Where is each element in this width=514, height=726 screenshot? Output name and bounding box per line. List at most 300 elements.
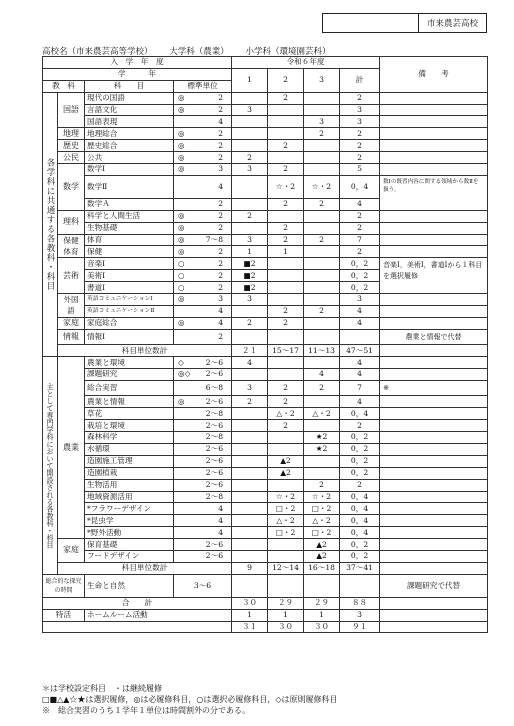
requirement-mark: ◎ bbox=[178, 152, 185, 162]
units-value: 3 bbox=[218, 164, 224, 174]
units-value: 2 bbox=[218, 258, 224, 268]
header-row-year bbox=[43, 57, 488, 69]
grade-1-units: 1 bbox=[232, 246, 268, 258]
table-row bbox=[43, 140, 488, 152]
subject-name: 国語表現 bbox=[85, 116, 174, 128]
table-row bbox=[43, 294, 488, 306]
remark bbox=[380, 210, 488, 222]
grade-1-units bbox=[232, 432, 268, 444]
grade-3-units bbox=[304, 455, 340, 467]
total-units: 0，2 bbox=[340, 539, 380, 551]
footnote-3: ※ 総合実習のうち１学年１単位は時間割外の分である。 bbox=[42, 706, 250, 715]
subject-name: 公共 bbox=[85, 152, 174, 164]
requirement-mark: ◎ bbox=[178, 223, 185, 233]
total-units: 4 bbox=[340, 305, 380, 317]
standard-units bbox=[174, 396, 232, 408]
units-value: 2～8 bbox=[205, 408, 224, 418]
units-value: 2 bbox=[218, 105, 224, 114]
subject-name: 課題研究 bbox=[85, 368, 174, 380]
remark bbox=[380, 152, 488, 164]
grade-1-units: 2 bbox=[232, 210, 268, 222]
table-row bbox=[43, 92, 488, 104]
total-units: 0，4 bbox=[340, 491, 380, 503]
grade-3-units bbox=[304, 420, 340, 432]
grade-1-units bbox=[232, 305, 268, 317]
subject-area: 理科 bbox=[58, 210, 85, 234]
grade-2-units bbox=[268, 539, 304, 551]
subject-name: 保健 bbox=[85, 246, 174, 258]
grade-3-units bbox=[304, 396, 340, 408]
table-row bbox=[43, 420, 488, 432]
grade-1-units: ３０ bbox=[232, 597, 268, 609]
total-units bbox=[340, 574, 380, 597]
table-row bbox=[43, 164, 488, 176]
requirement-mark: ○ bbox=[178, 258, 185, 268]
remark bbox=[380, 368, 488, 380]
total-units: 2 bbox=[340, 128, 380, 140]
grade-1-units: 3 bbox=[232, 294, 268, 306]
total-header: 計 bbox=[340, 68, 380, 92]
grade-2-units: 2 bbox=[268, 164, 304, 176]
grade-2-units bbox=[268, 116, 304, 128]
table-row bbox=[43, 539, 488, 551]
subtotal-row bbox=[43, 345, 488, 357]
standard-units bbox=[174, 246, 232, 258]
grade-1-units: 3 bbox=[232, 234, 268, 246]
requirement-mark: ◎◇ bbox=[178, 369, 191, 379]
grade-3-units: 11～13 bbox=[304, 345, 340, 357]
subject-name: 数学Ⅰ bbox=[85, 164, 174, 176]
grade-3-units bbox=[304, 317, 340, 329]
grade-3-units: ☆・2 bbox=[304, 491, 340, 503]
table-row bbox=[43, 467, 488, 479]
remark bbox=[380, 305, 488, 317]
grade-2-units: 2 bbox=[268, 222, 304, 234]
standard-units bbox=[174, 128, 232, 140]
subject-name: 森林科学 bbox=[85, 432, 174, 444]
total-units: 2 bbox=[340, 140, 380, 152]
standard-units bbox=[174, 116, 232, 128]
remark-mark: ※ bbox=[380, 380, 488, 396]
remark bbox=[380, 479, 488, 491]
grade-3-units: 2 bbox=[304, 380, 340, 396]
grade-2-units: 2 bbox=[268, 140, 304, 152]
grade-3-units bbox=[304, 357, 340, 369]
total-units: 0，2 bbox=[340, 467, 380, 479]
total-units: 2 bbox=[340, 246, 380, 258]
grade-3-units bbox=[304, 294, 340, 306]
grade-1-units: ２１ bbox=[232, 345, 268, 357]
subject-header: 科 目 bbox=[85, 80, 174, 92]
grade-1-units: ■2 bbox=[232, 258, 268, 270]
subject-area: 数学 bbox=[58, 164, 85, 211]
grade-1-units: 2 bbox=[232, 317, 268, 329]
grand-total-label: 合 計 bbox=[43, 597, 232, 609]
subject-name: 言語文化 bbox=[85, 104, 174, 116]
grade-2-units bbox=[268, 368, 304, 380]
units-value: 2～6 bbox=[205, 396, 224, 406]
table-row bbox=[43, 380, 488, 396]
subject-name: *昆虫学 bbox=[85, 515, 174, 527]
grade-3-units bbox=[304, 92, 340, 104]
subject-name: 生物活用 bbox=[85, 479, 174, 491]
table-row bbox=[43, 104, 488, 116]
grade-3-units: ★2 bbox=[304, 432, 340, 444]
grade-2-units bbox=[268, 329, 304, 345]
subject-area: 農業 bbox=[58, 357, 85, 539]
units-value: 7～8 bbox=[205, 235, 224, 245]
grade-2-units: 2 bbox=[268, 198, 304, 210]
grade-3-units bbox=[304, 140, 340, 152]
table-row bbox=[43, 491, 488, 503]
standard-units bbox=[174, 175, 232, 198]
subject-name: 水循環 bbox=[85, 443, 174, 455]
standard-units bbox=[174, 294, 232, 306]
remark bbox=[380, 345, 488, 357]
total-units: 0，2 bbox=[340, 432, 380, 444]
grade-2-units: 2 bbox=[268, 396, 304, 408]
standard-units bbox=[174, 357, 232, 369]
subject-area: 芸術 bbox=[58, 258, 85, 294]
grade-2-units: ☆・2 bbox=[268, 491, 304, 503]
common-section-label bbox=[43, 92, 58, 356]
total-units: 0，2 bbox=[340, 270, 380, 282]
standard-units bbox=[174, 329, 232, 345]
grade-3-units: ☆・2 bbox=[304, 175, 340, 198]
grade-3-units bbox=[304, 222, 340, 234]
standard-units bbox=[174, 455, 232, 467]
requirement-mark: ◎ bbox=[178, 128, 185, 138]
remark bbox=[380, 527, 488, 539]
grade-2-units: △・2 bbox=[268, 408, 304, 420]
school-name: 市来農芸高校 bbox=[426, 19, 478, 29]
table-row bbox=[43, 396, 488, 408]
inquiry-subject: 生命と自然 bbox=[85, 574, 174, 597]
subject-name: 草花 bbox=[85, 408, 174, 420]
remark bbox=[380, 234, 488, 246]
units-value: 2 bbox=[218, 152, 224, 162]
grade-1-units: 4 bbox=[232, 357, 268, 369]
total-units: 2 bbox=[340, 479, 380, 491]
total-units: 3 bbox=[340, 294, 380, 306]
table-row bbox=[43, 550, 488, 562]
standard-units bbox=[174, 210, 232, 222]
table-row bbox=[43, 210, 488, 222]
grade-1-units bbox=[232, 408, 268, 420]
remark bbox=[380, 562, 488, 574]
remark bbox=[380, 597, 488, 609]
remark bbox=[380, 128, 488, 140]
all-total-label bbox=[43, 621, 232, 633]
grade-2-units: 2 bbox=[268, 305, 304, 317]
remark bbox=[380, 443, 488, 455]
remark bbox=[380, 317, 488, 329]
enrollment-year-value: 令和６年度 bbox=[232, 57, 380, 69]
units-value: 2～8 bbox=[205, 432, 224, 442]
grade-2-units bbox=[268, 432, 304, 444]
grade-1-units bbox=[232, 527, 268, 539]
requirement-mark: ◎ bbox=[178, 318, 185, 328]
remark bbox=[380, 420, 488, 432]
table-row bbox=[43, 305, 488, 317]
table-row bbox=[43, 116, 488, 128]
table-row bbox=[43, 317, 488, 329]
units-value: 2 bbox=[218, 93, 224, 103]
grade-2-units: ▲2 bbox=[268, 467, 304, 479]
remark: 数Ⅰの既習内容に関する領域から数Ⅱを扱う。 bbox=[380, 175, 488, 210]
subject-name: 数学Ａ bbox=[85, 198, 174, 210]
remark bbox=[380, 503, 488, 515]
category-header: 教 科 bbox=[43, 80, 85, 92]
grade-2-header: 2 bbox=[268, 68, 304, 92]
standard-units bbox=[174, 282, 232, 294]
grade-1-units bbox=[232, 491, 268, 503]
grade-2-units: 2 bbox=[268, 92, 304, 104]
grade-1-units bbox=[232, 539, 268, 551]
total-units: 4 bbox=[340, 357, 380, 369]
table-row bbox=[43, 329, 488, 345]
subject-name: 現代の国語 bbox=[85, 92, 174, 104]
table-row bbox=[43, 222, 488, 234]
total-units: 2 bbox=[340, 152, 380, 164]
standard-units bbox=[174, 550, 232, 562]
grade-1-units bbox=[232, 574, 268, 597]
total-units: 2 bbox=[340, 210, 380, 222]
grade-2-units: □・2 bbox=[268, 527, 304, 539]
special-activity-subject: ホームルーム活動 bbox=[85, 609, 232, 621]
grade-2-units: 2 bbox=[268, 234, 304, 246]
subject-area: 国語 bbox=[58, 92, 85, 128]
units-value: 4 bbox=[218, 306, 224, 316]
subject-name: 造園施工管理 bbox=[85, 455, 174, 467]
grade-3-units: □・2 bbox=[304, 503, 340, 515]
units-value: 2～6 bbox=[205, 539, 224, 549]
units-value: 2～6 bbox=[205, 468, 224, 478]
remark bbox=[380, 116, 488, 128]
total-units bbox=[340, 329, 380, 345]
units-value: 2 bbox=[218, 331, 224, 341]
grade-3-units bbox=[304, 467, 340, 479]
inquiry-units: 3～6 bbox=[174, 574, 232, 597]
remark bbox=[380, 164, 488, 176]
grade-2-units: ３０ bbox=[268, 621, 304, 633]
grade-1-units bbox=[232, 198, 268, 210]
grade-2-units: 1 bbox=[268, 609, 304, 621]
subject-name: 保育基礎 bbox=[85, 539, 174, 551]
grade-2-units bbox=[268, 104, 304, 116]
grade-1-units bbox=[232, 515, 268, 527]
requirement-mark: ◇ bbox=[178, 357, 184, 367]
school-box-blank bbox=[323, 14, 419, 32]
grade-2-units bbox=[268, 574, 304, 597]
inquiry-row bbox=[43, 574, 488, 597]
total-units: 0，2 bbox=[340, 443, 380, 455]
remark bbox=[380, 396, 488, 408]
total-units: 0，2 bbox=[340, 550, 380, 562]
units-value: 2～6 bbox=[205, 420, 224, 430]
grade-3-units bbox=[304, 210, 340, 222]
standard-units bbox=[174, 270, 232, 282]
total-units: 0，4 bbox=[340, 175, 380, 198]
grade-1-units: ３１ bbox=[232, 621, 268, 633]
grade-2-units: 12～14 bbox=[268, 562, 304, 574]
table-row bbox=[43, 246, 488, 258]
standard-units bbox=[174, 92, 232, 104]
grade-3-units: 2 bbox=[304, 128, 340, 140]
grade-3-header: 3 bbox=[304, 68, 340, 92]
remark bbox=[380, 92, 488, 104]
grade-3-units: 3 bbox=[304, 116, 340, 128]
remark: 音楽Ⅰ，美術Ⅰ，書道Ⅰから１科目を選択履修 bbox=[380, 258, 488, 294]
units-value: 2～6 bbox=[205, 369, 224, 379]
standard-units bbox=[174, 222, 232, 234]
standard-units bbox=[174, 527, 232, 539]
grade-3-units: 2 bbox=[304, 305, 340, 317]
grade-2-units bbox=[268, 152, 304, 164]
remark bbox=[380, 455, 488, 467]
grade-3-units: △・2 bbox=[304, 408, 340, 420]
standard-units bbox=[174, 152, 232, 164]
units-value: 4 bbox=[218, 181, 224, 191]
grade-1-units bbox=[232, 479, 268, 491]
total-units: 2 bbox=[340, 420, 380, 432]
school-name-box bbox=[322, 13, 487, 33]
requirement-mark: ◎ bbox=[178, 140, 185, 150]
table-row bbox=[43, 357, 488, 369]
special-section-label bbox=[43, 357, 58, 575]
standard-units bbox=[174, 467, 232, 479]
subject-area: 公民 bbox=[58, 152, 85, 164]
table-row bbox=[43, 455, 488, 467]
remark bbox=[380, 104, 488, 116]
subject-name: *フラワーデザイン bbox=[85, 503, 174, 515]
table-row bbox=[43, 258, 488, 270]
remark bbox=[380, 432, 488, 444]
units-value: 3 bbox=[218, 294, 224, 304]
grade-2-units bbox=[268, 258, 304, 270]
remark bbox=[380, 515, 488, 527]
requirement-mark: ◎ bbox=[178, 164, 185, 174]
table-row bbox=[43, 515, 488, 527]
remark bbox=[380, 294, 488, 306]
grade-1-units bbox=[232, 443, 268, 455]
units-value: 2～6 bbox=[205, 480, 224, 490]
total-units: 0，2 bbox=[340, 282, 380, 294]
standard-units bbox=[174, 539, 232, 551]
table-row bbox=[43, 479, 488, 491]
grade-1-units bbox=[232, 455, 268, 467]
grade-2-units bbox=[268, 282, 304, 294]
subject-area: 地理 bbox=[58, 128, 85, 140]
grade-1-units bbox=[232, 92, 268, 104]
standard-units bbox=[174, 258, 232, 270]
standard-units bbox=[174, 420, 232, 432]
requirement-mark: ◎ bbox=[178, 396, 185, 406]
grade-2-units: 2 bbox=[268, 317, 304, 329]
grade-3-units: △・2 bbox=[304, 515, 340, 527]
grade-1-units: ■2 bbox=[232, 282, 268, 294]
grade-3-units bbox=[304, 282, 340, 294]
units-value: 2 bbox=[218, 270, 224, 280]
grade-2-units bbox=[268, 550, 304, 562]
grade-3-units: □・2 bbox=[304, 527, 340, 539]
subject-name: 体育 bbox=[85, 234, 174, 246]
subject-area: 情報 bbox=[58, 329, 85, 345]
remark bbox=[380, 467, 488, 479]
standard-units bbox=[174, 317, 232, 329]
remark bbox=[380, 140, 488, 152]
total-units: 4 bbox=[340, 396, 380, 408]
requirement-mark: ◎ bbox=[178, 211, 185, 221]
subtotal-row bbox=[43, 562, 488, 574]
requirement-mark: ○ bbox=[178, 270, 185, 280]
total-units: ８８ bbox=[340, 597, 380, 609]
requirement-mark: ○ bbox=[178, 282, 185, 292]
remark: 農業と情報で代替 bbox=[380, 329, 488, 345]
units-value: 2 bbox=[218, 246, 224, 256]
grade-3-units: 2 bbox=[304, 479, 340, 491]
subject-name: 総合実習 bbox=[85, 380, 174, 396]
units-value: 2～6 bbox=[205, 551, 224, 561]
standard-units bbox=[174, 368, 232, 380]
standard-units bbox=[174, 491, 232, 503]
table-row bbox=[43, 408, 488, 420]
inquiry-label: 総合的な探究の時間 bbox=[43, 574, 85, 597]
grade-2-units: 2 bbox=[268, 380, 304, 396]
subject-name: 農業と環境 bbox=[85, 357, 174, 369]
grade-1-units bbox=[232, 128, 268, 140]
total-units: 0，4 bbox=[340, 527, 380, 539]
table-row bbox=[43, 368, 488, 380]
total-units: 4 bbox=[340, 368, 380, 380]
grade-1-units: 2 bbox=[232, 152, 268, 164]
grade-1-units bbox=[232, 420, 268, 432]
grade-1-units bbox=[232, 175, 268, 198]
units-value: 2 bbox=[218, 128, 224, 138]
grade-1-units bbox=[232, 116, 268, 128]
table-row bbox=[43, 234, 488, 246]
subject-name: 美術Ⅰ bbox=[85, 270, 174, 282]
subject-name: 科学と人間生活 bbox=[85, 210, 174, 222]
subject-name: 英語コミュニケーションⅠ bbox=[85, 294, 174, 306]
grade-3-units: ２９ bbox=[304, 597, 340, 609]
grade-label: 学 年 bbox=[43, 68, 232, 80]
requirement-mark: ◎ bbox=[178, 294, 185, 304]
remark bbox=[380, 222, 488, 234]
subject-area: 家庭 bbox=[58, 539, 85, 563]
grade-1-units bbox=[232, 467, 268, 479]
grade-3-units bbox=[304, 164, 340, 176]
table-row bbox=[43, 432, 488, 444]
total-units: 3 bbox=[340, 116, 380, 128]
subject-name: 歴史総合 bbox=[85, 140, 174, 152]
units-value: 2～6 bbox=[205, 456, 224, 466]
curriculum-table bbox=[42, 56, 488, 633]
standard-units bbox=[174, 515, 232, 527]
grade-3-units: 16～18 bbox=[304, 562, 340, 574]
grade-1-header: 1 bbox=[232, 68, 268, 92]
standard-units bbox=[174, 104, 232, 116]
standard-units bbox=[174, 503, 232, 515]
total-units: 4 bbox=[340, 198, 380, 210]
units-value: 2～8 bbox=[205, 491, 224, 501]
subtotal-label: 科目単位数計 bbox=[58, 562, 232, 574]
requirement-mark: ◎ bbox=[178, 93, 185, 103]
grade-1-units: 9 bbox=[232, 562, 268, 574]
requirement-mark: ◎ bbox=[178, 105, 185, 114]
subject-area: 外国語 bbox=[58, 294, 85, 318]
total-units: 7 bbox=[340, 380, 380, 396]
